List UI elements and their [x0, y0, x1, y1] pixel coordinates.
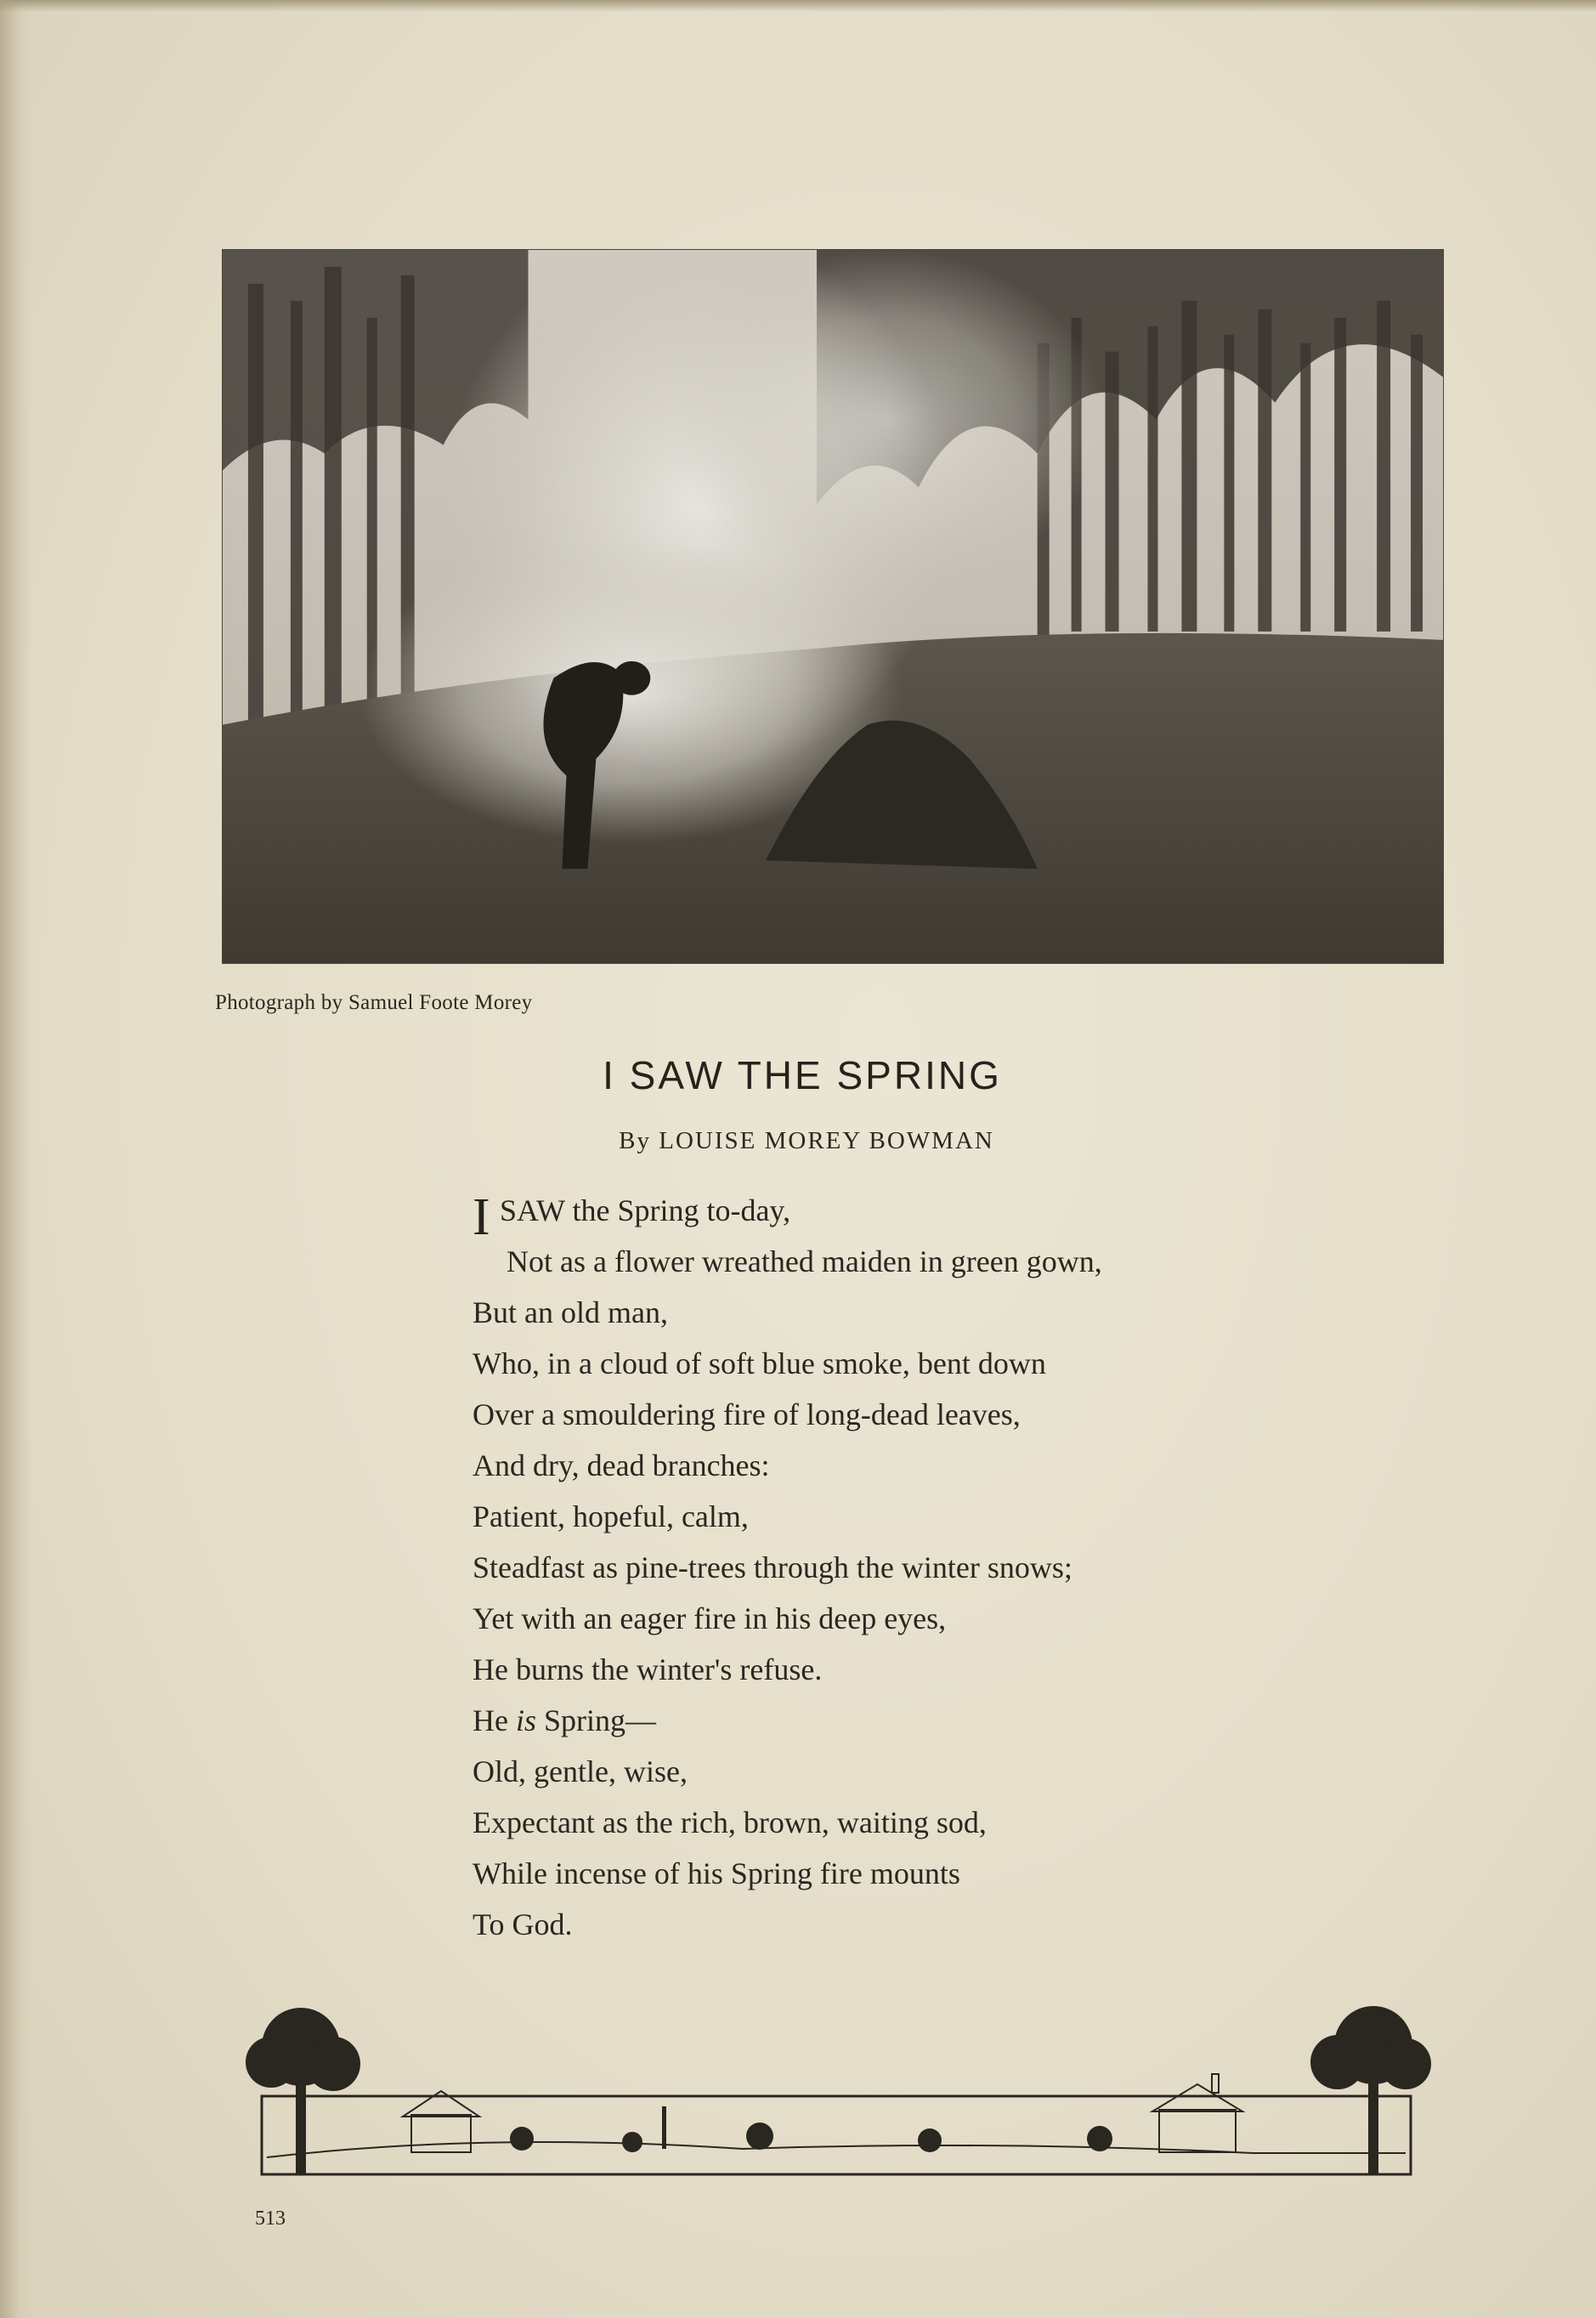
poem-line-6: And dry, dead branches:: [473, 1448, 770, 1482]
landscape-ornament-icon: [233, 1996, 1440, 2181]
drop-cap: I: [473, 1188, 490, 1246]
photo-caption: Photograph by Samuel Foote Morey: [215, 991, 533, 1014]
poem-line-14: While incense of his Spring fire mounts: [473, 1856, 960, 1890]
poem-line-3: But an old man,: [473, 1295, 668, 1329]
poem-line-13: Expectant as the rich, brown, waiting sod,: [473, 1805, 987, 1839]
poem-line-8: Steadfast as pine-trees through the winter snows;: [473, 1550, 1072, 1584]
photograph: [222, 249, 1444, 964]
byline-prefix: By: [619, 1127, 651, 1154]
poem-word-is: is: [515, 1703, 536, 1737]
poem-line-9: Yet with an eager fire in his deep eyes,: [473, 1601, 947, 1635]
poem-word-he: He: [473, 1703, 508, 1737]
poem-line-4: Who, in a cloud of soft blue smoke, bent down: [473, 1346, 1046, 1380]
poem-line-15: To God.: [473, 1907, 573, 1941]
poem-line-7: Patient, hopeful, calm,: [473, 1499, 749, 1533]
poem-line-5: Over a smouldering fire of long-dead leaves,: [473, 1397, 1021, 1431]
page-number: 513: [255, 2207, 286, 2230]
byline-author: LOUISE MOREY BOWMAN: [659, 1127, 994, 1154]
poem-line-10: He burns the winter's refuse.: [473, 1652, 823, 1686]
poem-line-11: [473, 1703, 656, 1738]
poem-word-spring: Spring—: [544, 1703, 657, 1737]
photo-image: [223, 250, 1443, 963]
poem-line-2: Not as a flower wreathed maiden in green gown,: [507, 1244, 1102, 1278]
poem-line-12: Old, gentle, wise,: [473, 1754, 688, 1788]
page-edge-shadow: [0, 0, 32, 2318]
poem-line-1-text: SAW the Spring to-day,: [500, 1193, 791, 1227]
byline: [0, 1127, 1596, 1155]
page-top-edge: [0, 0, 1596, 12]
ornament-drawing: [233, 1996, 1440, 2181]
article-title: I SAW THE SPRING: [603, 1053, 1002, 1097]
